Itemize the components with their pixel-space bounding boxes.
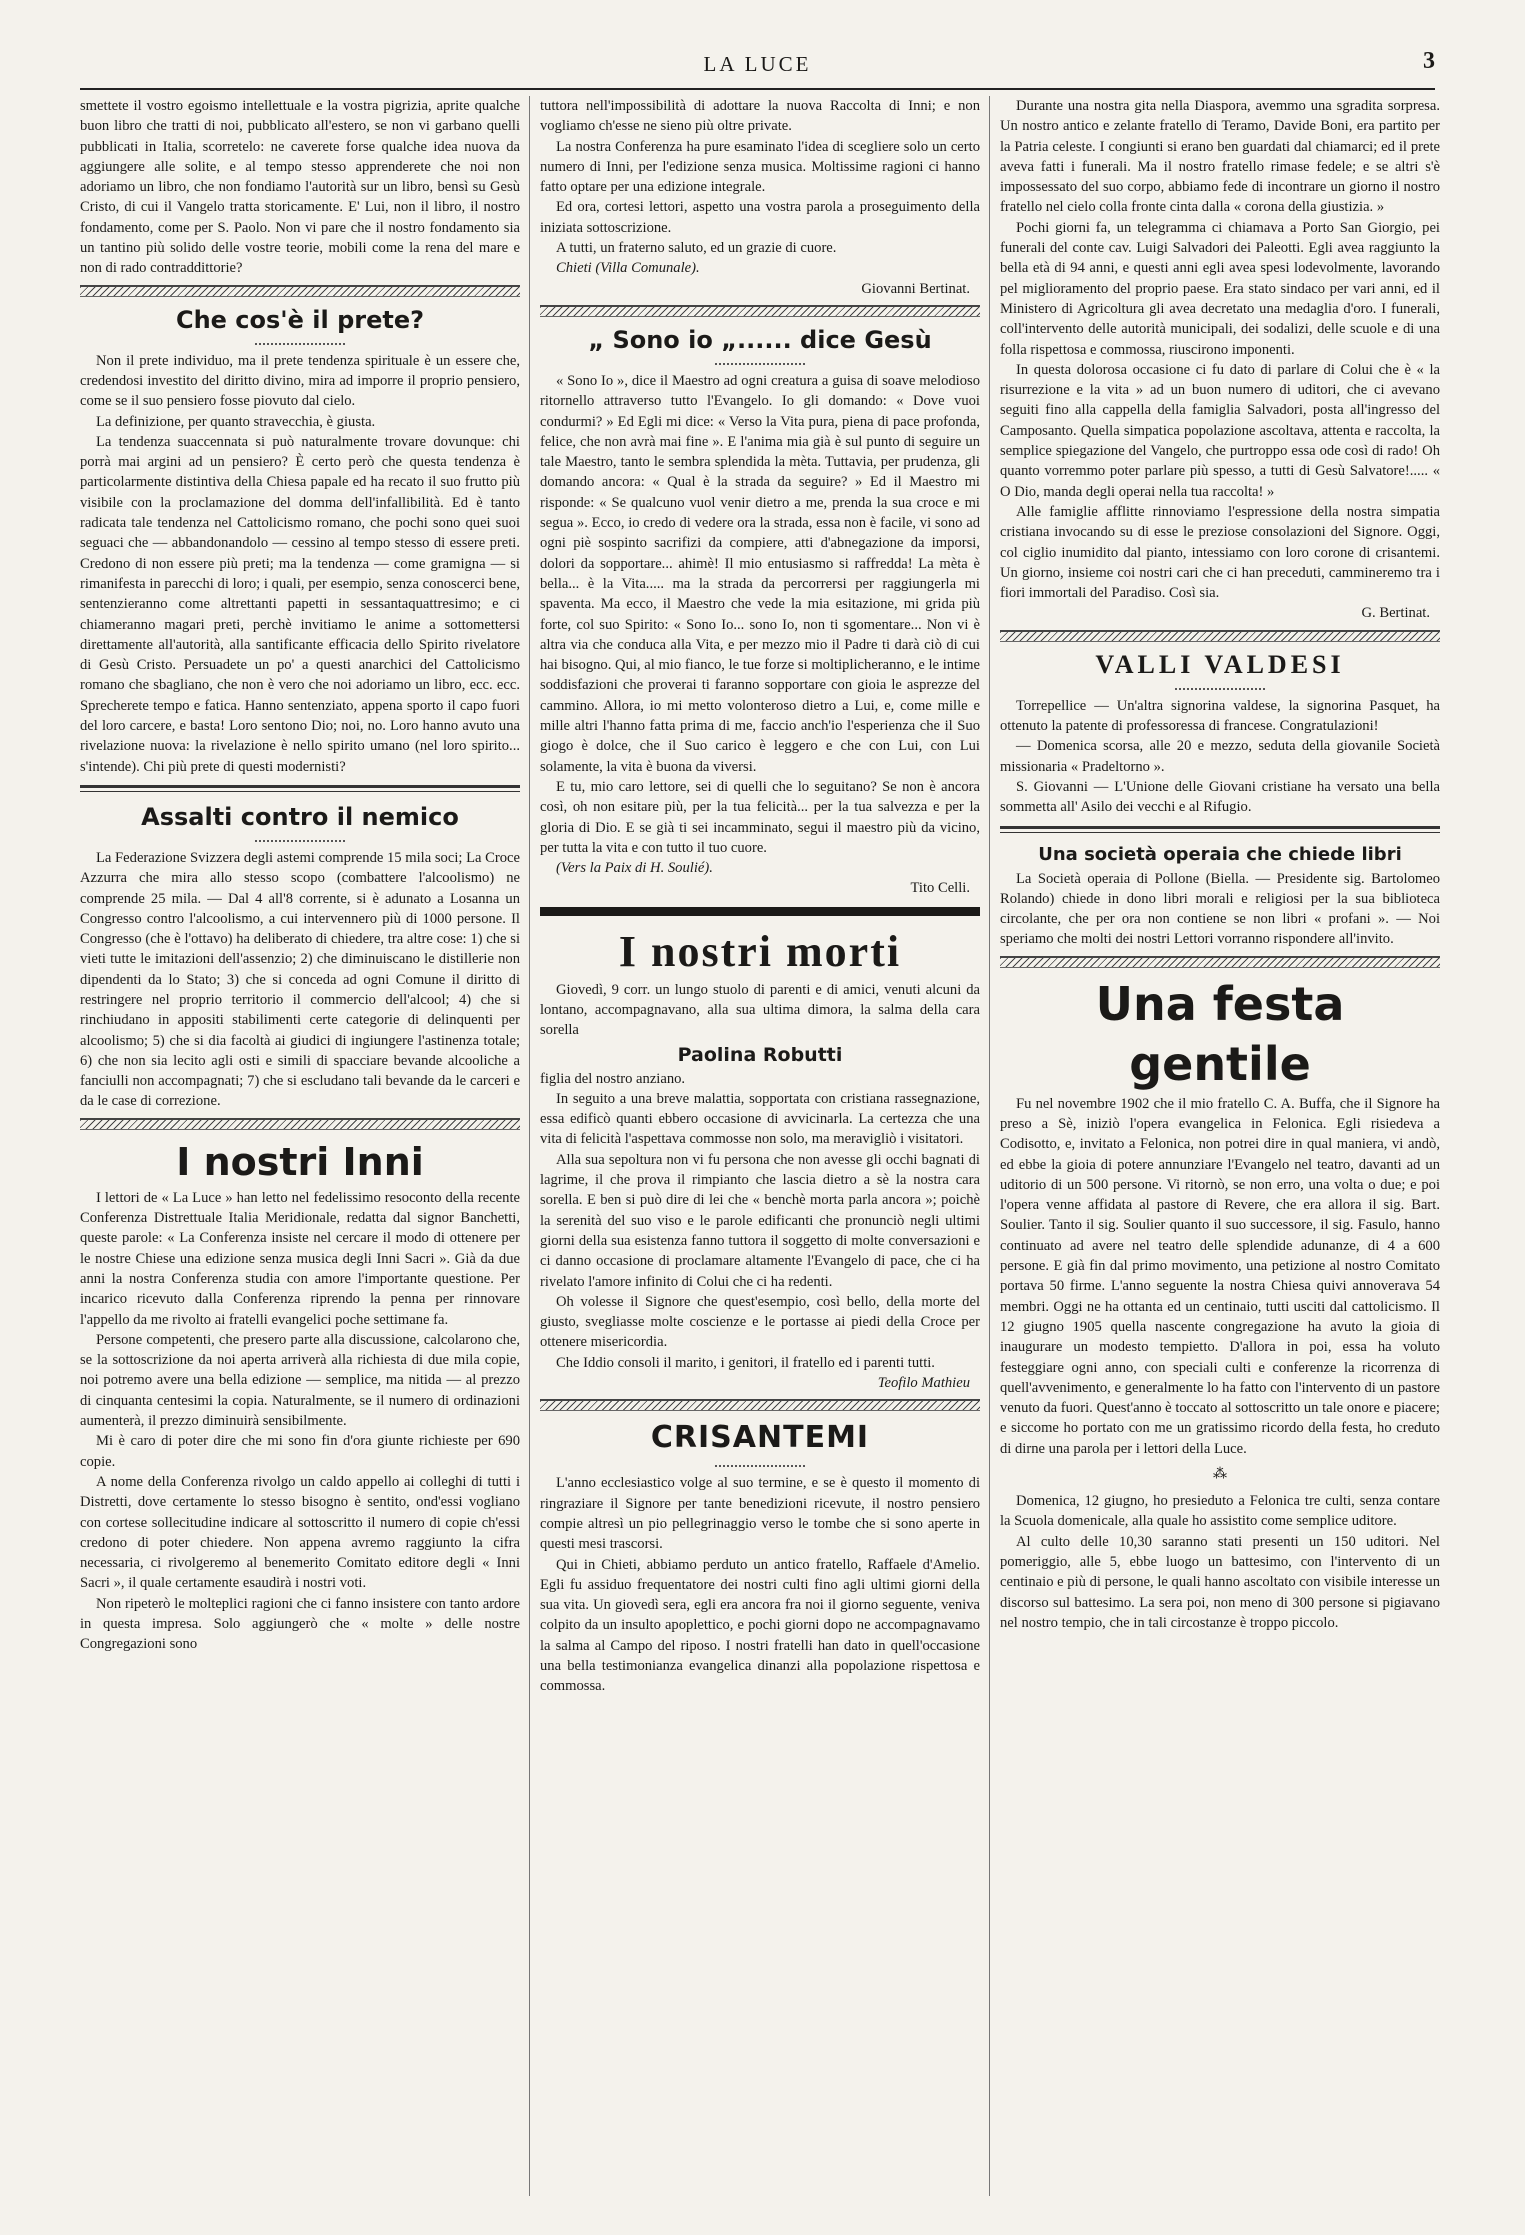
author-signature: G. Bertinat. (1361, 605, 1430, 622)
column-3 (1000, 96, 1440, 2196)
paragraph: Domenica, 12 giugno, ho presieduto a Felonica tre culti, senza contare la Scuola domenicale, alla quale ho assistito come semplice uditore. (1000, 1493, 1440, 1530)
paragraph: L'anno ecclesiastico volge al suo termine, e se è questo il momento di ringraziare il Signore per tante benedizioni ricevute, il nostro pensiero compie altresì un pio pellegrinaggio verso le tombe che si sono aperte in questi mesi trascorsi. (540, 1475, 980, 1553)
author-signature: Tito Celli. (910, 880, 970, 897)
page-header (80, 48, 1435, 90)
paragraph: La definizione, per quanto stravecchia, è giusta. (96, 413, 376, 430)
author-signature: Giovanni Bertinat. (861, 280, 970, 297)
paragraph: Ed ora, cortesi lettori, aspetto una vostra parola a proseguimento della iniziata sottoscrizione. (540, 199, 980, 236)
paragraph: Non il prete individuo, ma il prete tendenza spirituale è un essere che, credendosi investito del diritto divino, mira ad imporre il proprio pensiero, come se il suo pensiero fosse piovuto dal cielo. (80, 352, 520, 410)
paragraph: I lettori de « La Luce » han letto nel fedelissimo resoconto della recente Conferenza Distrettuale Italia Meridionale, redatta dal signor Banchetti, queste parole: « La Conferenza insiste nel cercare il modo di ottenere per le nostre Chiese una edizione senza musica degli Inni Sacri ». Già da due anni la nostra Conferenza studia con amore l'importante questione. Per incarico ricevuto dalla Conferenza riprendo la penna per rinnovare l'appello da me rivolto ai fratelli evangelici poche settimane fa. (80, 1189, 520, 1328)
paragraph: A tutti, un fraterno saluto, ed un grazie di cuore. (556, 240, 837, 257)
newspaper-title: LA LUCE (703, 52, 812, 76)
column-rule (989, 96, 990, 2196)
section-divider (540, 1399, 980, 1411)
headline-societa-operaia: Una società operaia che chiede libri (1038, 843, 1402, 865)
ornament (715, 1461, 805, 1467)
article-continuation: tuttora nell'impossibilità di adottare la nuova Raccolta di Inni; e non vogliamo ch'esse ne sieno più oltre private. (540, 98, 980, 135)
ornament (715, 359, 805, 365)
paragraph: Torrepellice — Un'altra signorina valdese, la signorina Pasquet, ha ottenuto la patente di professoressa di francese. Congratulazioni! (1000, 697, 1440, 735)
paragraph: E tu, mio caro lettore, sei di quelli che lo seguitano? Se non è ancora così, oh non esitare più, per la tua felicità... per la tua salvezza e per la gloria di Dio. E se già ti sei incamminato, segui il maestro più da vicino, per tutta la vita e con tutto il tuo cuore. (540, 778, 980, 856)
paragraph: In seguito a una breve malattia, sopportata con cristiana rassegnazione, essa edificò quanti ebbero occasione di avvicinarla. La certezza che una vita di felicità l'aspettava commosse non solo, ma meravigliò i visitatori. (540, 1090, 980, 1148)
paragraph: Pochi giorni fa, un telegramma ci chiamava a Porto San Giorgio, pei funerali del conte cav. Luigi Salvadori dei Paleotti. Egli avea raggiunto la bella età di 94 anni, e questi anni egli avea spesi lodevolmente, lavorando pel miglioramento del proprio paese. Era stato sindaco per vari anni, ed il Ministero di Agricoltura gli avea decretato una medaglia d'oro. I funerali, coll'intervento delle autorità municipali, dei sodalizi, delle scuole e di una folla rispettosa e commossa, riuscirono imponenti. (1000, 219, 1440, 358)
headline-sono-io: „ Sono io „...... dice Gesù (588, 325, 932, 354)
section-divider (540, 305, 980, 317)
ornament (1175, 684, 1265, 690)
paragraph: Qui in Chieti, abbiamo perduto un antico fratello, Raffaele d'Amelio. Egli fu assiduo frequentatore dei nostri culti fino agli ultimi giorni della sua vita. Un giovedì sera, egli era ancora fra noi il giorno seguente, veniva colpito da un insulto apoplettico, e pochi giorni dopo ne accompagnavamo la salma al Campo del riposo. I nostri fratelli han dato in quell'occasione una bella testimonianza evangelica dinanzi alla popolazione rispettosa e commossa. (540, 1556, 980, 1695)
section-divider (540, 907, 980, 916)
headline-inni: I nostri Inni (176, 1139, 424, 1184)
paragraph: Al culto delle 10,30 saranno stati presenti un 150 uditori. Nel pomeriggio, alle 5, ebbe luogo un battesimo, con l'intervento di un centinaio e più di persone, le quali hanno ascoltato con visibile interesse un discorso sul battesimo. La sera poi, non meno di 300 persone si pigiavano nel nostro tempio, che in tali circostanze è troppo piccolo. (1000, 1533, 1440, 1631)
headline-assalti: Assalti contro il nemico (141, 802, 459, 831)
paragraph: « Sono Io », dice il Maestro ad ogni creatura a guisa di soave melodioso ritornello attraverso tutto l'Evangelo. Io gli domando: « Dove vuoi condurmi? » Ed Egli mi dice: « Verso la Vita pura, piena di pace profonda, felice, che non avrà mai fine ». E l'anima mia già è sul punto di seguire un tale Maestro, tanto le sembra splendida la mèta. Tuttavia, per prudenza, gli domando ancora: « Qual è la strada da seguire? » Ed il Maestro mi risponde: « Se qualcuno vuol venir dietro a me, prenda la sua croce e mi segua ». Ecco, io credo di vedere ora la strada, essa non è facile, vi sono ad ogni piè sospinto sacrifizi da compiere, atti d'abnegazione da imporsi, dolori da sopportare... ahimè! Il mio entusiasmo si raffredda! La mèta è bella... è la Vita..... ma la strada da percorrersi per raggiungerla mi spaventa. Ma ecco, il Maestro che vede la mia esitazione, mi grida più forte, col suo Spirito: « Sono Io... sono Io, non ti sgomentare... Non vi è altra via che conduca alla Vita, e per mezzo mio il Padre ti darà ciò di cui hai bisogno. Qui, al mio fianco, le tue forze si moltiplicheranno, e le intime soddisfazioni che proverai ti faranno sopportare con gioia le asprezze del cammino. Allora, io mi metto volonteroso dietro a Lui, e, come mille e mille altri l'hanno fatta prima di me, faccio anch'io l'esperienza che il Suo giogo è dolce, che il Suo carico è leggero e che con Lui, con Lui solamente, la vita è buona da viversi. (540, 372, 980, 775)
section-divider (80, 285, 520, 297)
paragraph: S. Giovanni — L'Unione delle Giovani cristiane ha versato una bella sommetta all' Asilo dei vecchi e al Rifugio. (1000, 778, 1440, 816)
paragraph: Mi è caro di poter dire che mi sono fin d'ora giunte richieste per 690 copie. (80, 1433, 520, 1470)
headline-crisantemi: CRISANTEMI (650, 1420, 870, 1456)
column-1 (80, 96, 520, 2196)
headline-festa-gentile: Una festa gentile (1095, 976, 1345, 1091)
paragraph: Che Iddio consoli il marito, i genitori, il fratello ed i parenti tutti. (556, 1354, 935, 1371)
paragraph: — Domenica scorsa, alle 20 e mezzo, seduta della giovanile Società missionaria « Pradeltorno ». (1000, 738, 1440, 775)
section-divider (80, 785, 520, 792)
page-number: 3 (1423, 48, 1435, 74)
paragraph: Oh volesse il Signore che quest'esempio, così bello, della morte del giusto, svegliasse molte coscienze e le portasse ai piedi della Croce per ottenere misericordia. (540, 1293, 980, 1351)
author-signature: Teofilo Mathieu (877, 1375, 970, 1392)
paragraph: Persone competenti, che presero parte alla discussione, calcolarono che, se la sottoscrizione da noi aperta arriverà alla richiesta di due mila copie, noi potremo avere una bella edizione — semplice, ma nitida — al prezzo di cinquanta centesimi la copia. Naturalmente, se il numero di ordinazioni aumenterà, il prezzo diminuirà sensibilmente. (80, 1331, 520, 1430)
paragraph: Giovedì, 9 corr. un lungo stuolo di parenti e di amici, venuti alcuni da lontano, accompagnavano, alla sua ultima dimora, la salma della cara sorella (540, 981, 980, 1039)
paragraph: La Società operaia di Pollone (Biella. — Presidente sig. Bartolomeo Rolando) chiede in dono libri morali e religiosi per la sua biblioteca circolante, che per ora non contiene se non libri « profani ». — Noi speriamo che molti dei nostri Lettori vorranno rispondere all'invito. (1000, 870, 1440, 948)
ornament (255, 339, 345, 345)
paragraph: La tendenza suaccennata si può naturalmente trovare dovunque: chi porrà mai argini ad un pensiero? È certo però che questa tendenza è particolarmente distintiva della Chiesa papale ed ha recato il suo frutto più visibile con la proclamazione del domma dell'infallibilità. Ed è tanto radicata tale tendenza nel Cattolicismo romano, che pochi sono quei suoi seguaci che — abbandonandolo — cessino al tempo stesso di essere preti. Credono di non essere più preti; ma la tendenza — come gramigna — si rimanifesta in parecchi di loro; i quali, per esempio, senza conoscerci bene, sentenzieranno come altrettanti papetti in sessantaquattresimo; e ci chiameranno magari preti, perchè invitiamo le anime a sottomettersi direttamente all'autorità, alla santificante efficacia dello Spirito rivelatore di Gesù Cristo. Persuadete un po' a questi anarchici del Cattolicismo romano che sbagliano, che non è vero che noi adoriamo un libro, ecc. ecc. Sprecherete tempo e fatica. Hanno sentenziato, appena sporto il capo fuori del loro carcere, e basta! Loro sentono Dio; noi, no. Loro hanno avuto una rivelazione nuova: la rivelazione è nello spirito umano (nel loro spirito... s'intende). Chi più prete di questi modernisti? (80, 433, 520, 775)
headline-nostri-morti: I nostri morti (618, 926, 902, 976)
paragraph: figlia del nostro anziano. (540, 1070, 686, 1087)
section-divider (1000, 826, 1440, 833)
dateline: Chieti (Villa Comunale). (556, 260, 700, 277)
paragraph: Fu nel novembre 1902 che il mio fratello C. A. Buffa, che il Signore ha preso a Sè, iniziò l'opera evangelica in Felonica. Egli risiedeva a Codisotto, e, invitato a Felonica, non potrei dire in qual maniera, vi andò, ed ebbe la gioia di potere annunziare l'Evangelo nel teatro, davanti ad un uditorio di un 500 persone. Vi ritornò, se non erro, una volta o due; e poi l'opera venne affidata al pastore di Revere, che era allora il sig. Bart. Soulier. Tanto il sig. Soulier quanto il suo successore, il sig. Fasulo, hanno continuato ad avere nel teatro delle splendide adunanze, di 4 a 600 persone. E già fin dal primo movimento, una petizione al nostro Comitato portava 50 firme. L'anno seguente la nostra Chiesa quivi annoverava 54 membri. Oggi ne ha ottanta ed un centinaio, tutti usciti dal cattolicismo. Il 12 giugno 1905 quella nascente congregazione ha avuto la gioia di inaugurare un modesto tempietto. D'allora in poi, essa ha voluto festeggiare ogni anno, con speciali culti e conferenze la ricorrenza di quell'avvenimento, e generalmente lo ha fatto con l'intervento di un pastore venuto da fuori. Quest'anno è toccato al sottoscritto un tale onore e piacere; e siccome ho portato con me un gratissimo ricordo della festa, ho creduto di dirne una parola per i lettori della Luce. (1000, 1095, 1440, 1457)
paragraph: La nostra Conferenza ha pure esaminato l'idea di scegliere solo un certo numero di Inni, per l'edizione senza musica. Moltissime ragioni ci hanno fatto optare per una edizione integrale. (540, 138, 980, 196)
headline-valli-valdesi: VALLI VALDESI (1095, 649, 1345, 679)
asterism-ornament: ⁂ (1213, 1467, 1227, 1483)
section-divider (80, 1118, 520, 1130)
article-continuation: smettete il vostro egoismo intellettuale e la vostra pigrizia, aprite qualche buon libro che tratti di noi, pubblicato all'estero, se non vi garbano quelli pubblicati in Italia, scorretelo: ne caverete forse qualche idea nuova da aggiungere alle solite, e al tempo stesso apprenderete che noi non adoriamo un libro, che non fondiamo l'autorità sur un libro, bensì su Gesù Cristo, di cui il Vangelo tratta storicamente. E' Lui, non il libro, il nostro fondamento, come per S. Paolo. Non vi pare che il nostro fondamento sia un tantino più solido delle vostre teorie, mobili come la rena del mare e non di rado contraddittorie? (80, 98, 520, 277)
paragraph: Durante una nostra gita nella Diaspora, avemmo una sgradita sorpresa. Un nostro antico e zelante fratello di Teramo, Davide Boni, era partito per la Patria celeste. I congiunti si erano ben guardati dal chiamarci; ed il prete aveva fatti i funerali. Ma il nostro fratello rimase fedele; e se altri s'è impossessato del suo corpo, abbiamo fede di incontrare un giorno il nostro fratello nel cielo colla fronte cinta dalla « corona della giustizia. » (1000, 98, 1440, 216)
headline-prete: Che cos'è il prete? (175, 305, 425, 334)
ornament (255, 836, 345, 842)
deceased-name: Paolina Robutti (677, 1043, 843, 1066)
paragraph: Alle famiglie afflitte rinnoviamo l'espressione della nostra simpatia cristiana invocando su di esse le preziose consolazioni del Signore. Oggi, col ciglio inumidito dal pianto, intessiamo con loro corone di crisantemi. Un giorno, insieme coi nostri cari che ci han preceduti, cammineremo tra i fiori immortali del Paradiso. Così sia. (1000, 503, 1440, 602)
section-divider (1000, 956, 1440, 968)
section-divider (1000, 630, 1440, 642)
column-rule (529, 96, 530, 2196)
paragraph: Alla sua sepoltura non vi fu persona che non avesse gli occhi bagnati di lagrime, il che prova il rimpianto che lascia dietro a sè la nostra cara sorella. E ben si può dire di lei che « benchè morta parla ancora »; poichè la serenità del suo viso e le parole edificanti che pronunciò negli ultimi giorni della sua esistenza fanno tuttora il soggetto di molte conversazioni e ci danno occasione di proclamare altamente l'Evangelo di pace, che ci ha rivelato l'amore infinito di Colui che ci ha redenti. (540, 1151, 980, 1290)
paragraph: La Federazione Svizzera degli astemi comprende 15 mila soci; La Croce Azzurra che mira allo stesso scopo (combattere l'alcoolismo) ne comprende 25 mila. — Dal 4 all'8 corrente, si è adunato a Losanna un Congresso contro l'alcoolismo, a cui intervennero più di 1000 persone. Il Congresso (che è l'ottavo) ha deliberato di chiedere, tra altre cose: 1) che si vieti tutte le imitazioni dell'assenzio; 2) che diminuiscano le distillerie non dipendenti da lo Stato; 3) che si conceda ad ogni Comune il diritto di restringere nel proprio territorio il commercio dell'alcool; 4) che si rinchiudano in appositi stabilimenti certe categorie di delinquenti per alcoolismo; 5) che si dia facoltà ai giudici di ingiungere l'astinenza totale; 6) che non sia lecito agli osti e simili di spacciare bevande alcooliche a fanciulli non accompagnati; 7) che si escludano tali bevande da le carceri e da le case di correzione. (80, 849, 520, 1110)
paragraph: A nome della Conferenza rivolgo un caldo appello ai colleghi di tutti i Distretti, dove certamente lo stesso bisogno è sentito, ond'essi vogliano con cortese sollecitudine indicare al sottoscritto il numero di copie ch'essi credono di poter chiedere. Non appena avremo raggiunto la cifra necessaria, ci rivolgeremo al benemerito Comitato editore degli « Inni Sacri », il quale certamente esaudirà i nostri voti. (80, 1473, 520, 1592)
source-note: (Vers la Paix di H. Soulié). (556, 860, 713, 877)
column-2 (540, 96, 980, 2196)
paragraph: Non ripeterò le molteplici ragioni che ci fanno insistere con tanto ardore in questa impresa. Solo aggiungerò che « molte » delle nostre Congregazioni sono (80, 1595, 520, 1653)
paragraph: In questa dolorosa occasione ci fu dato di parlare di Colui che è « la risurrezione e la vita » ad un buon numero di uditori, che ci avevano seguiti fino alla cappella della famiglia Salvadori, posta all'ingresso del Camposanto. Quella simpatica popolazione ascoltava, attenta e raccolta, la semplice spiegazione del Vangelo, che purtroppo essa ode così di rado! Oh quanto vorremmo poter parlare più spesso, a tutti di Gesù Salvatore!..... « O Dio, manda degli operai nella tua raccolta! » (1000, 361, 1440, 500)
